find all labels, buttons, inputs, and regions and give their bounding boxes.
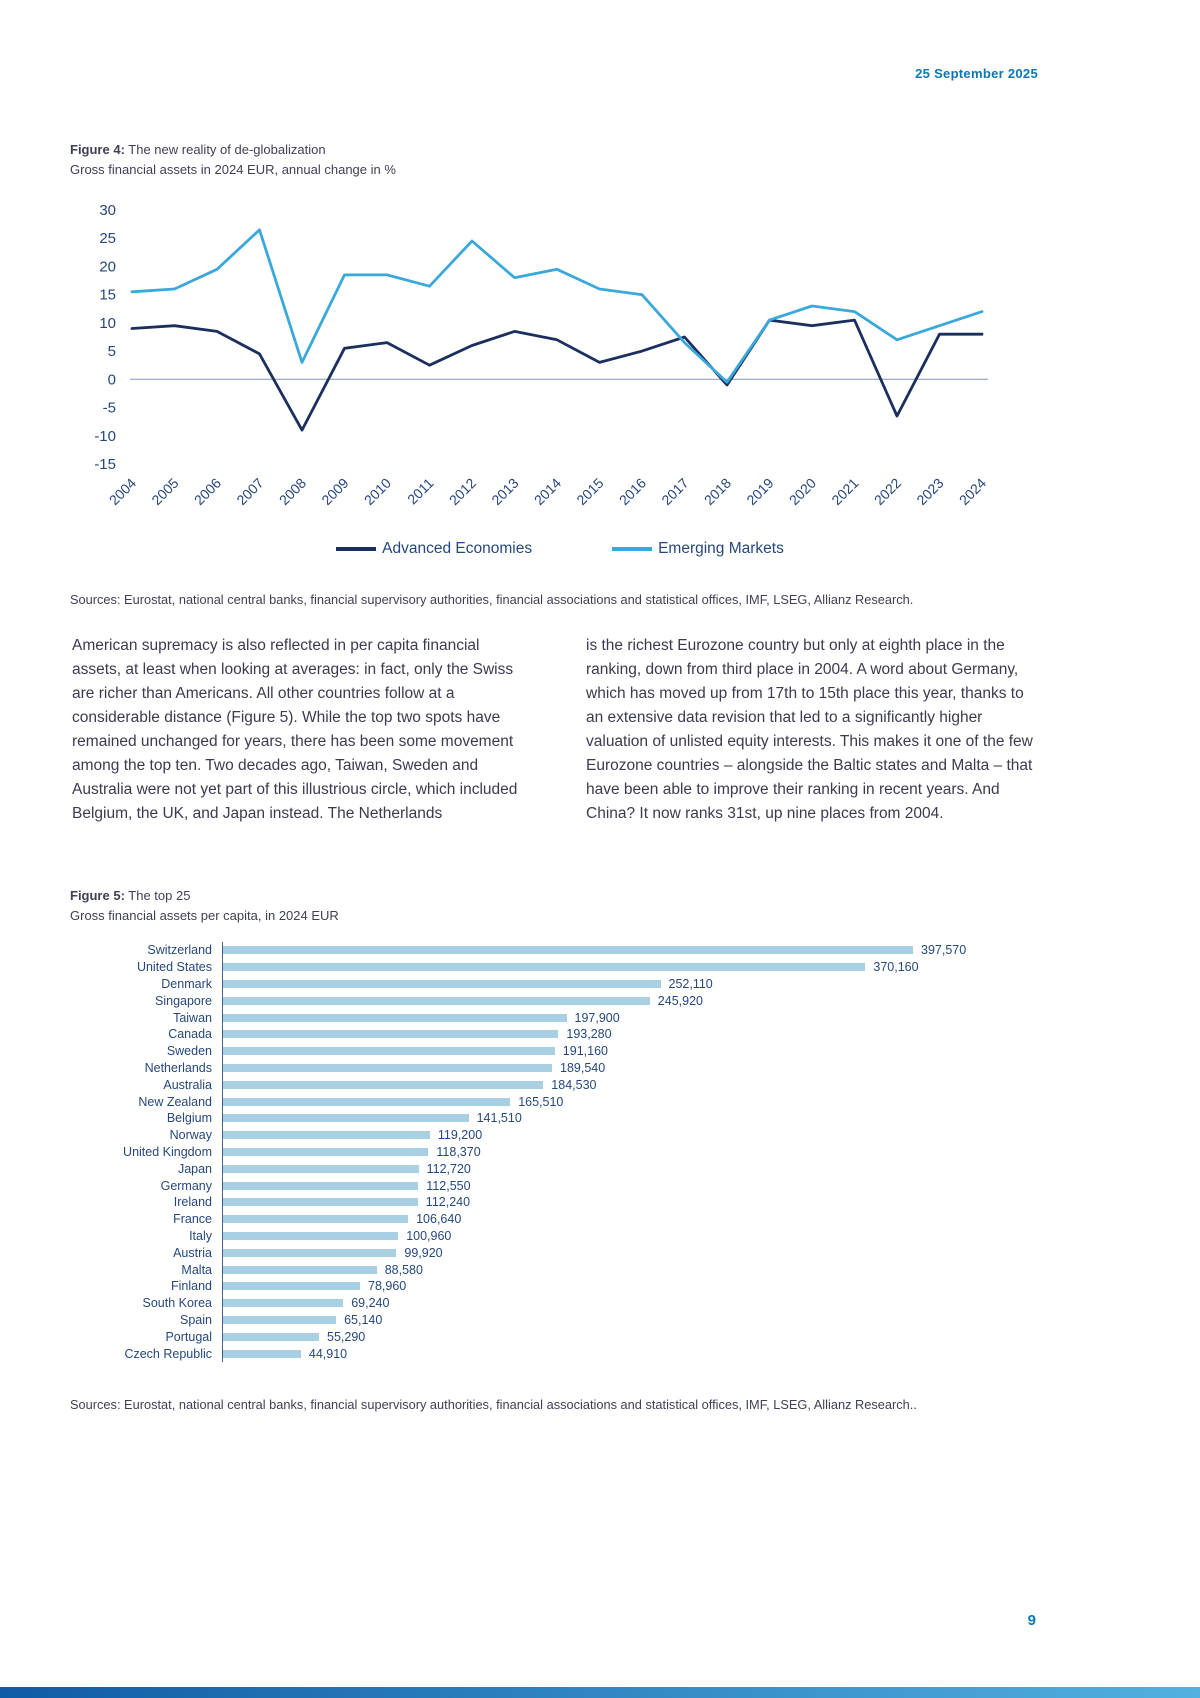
bar-row (70, 976, 1045, 993)
report-date: 25 September 2025 (915, 66, 1038, 81)
series-line (132, 320, 982, 430)
bar-row (70, 1076, 1045, 1093)
bar (223, 1098, 510, 1106)
bar-row (70, 942, 1045, 959)
bar-track (222, 1093, 1045, 1110)
x-axis-tick: 2011 (404, 474, 437, 508)
bar (223, 1316, 336, 1324)
bar-row (70, 1312, 1045, 1329)
bar-track (222, 1144, 1045, 1161)
x-axis-tick: 2022 (870, 474, 905, 509)
bar (223, 1282, 360, 1290)
bar-track (222, 1345, 1045, 1362)
bar-row (70, 1127, 1045, 1144)
line-chart-svg (70, 196, 1050, 541)
figure5-caption (70, 886, 339, 925)
bar-track (222, 976, 1045, 993)
bar-track (222, 1312, 1045, 1329)
bar (223, 980, 661, 988)
bar (223, 1249, 396, 1257)
bar-country-label: United Kingdom (123, 1144, 212, 1159)
bar-country-label: Australia (163, 1077, 212, 1092)
bar-track (222, 1026, 1045, 1043)
bar-row (70, 1211, 1045, 1228)
y-axis-tick: -10 (94, 427, 116, 445)
bar-country-label: Portugal (165, 1329, 212, 1344)
bar (223, 1215, 408, 1223)
x-axis-tick: 2007 (233, 474, 267, 509)
bar-country-label: Czech Republic (124, 1346, 212, 1361)
bar (223, 1131, 430, 1139)
legend-line-swatch (336, 547, 376, 551)
x-axis-tick: 2005 (148, 474, 182, 509)
bar-value-label: 65,140 (344, 1312, 383, 1327)
bar-value-label: 184,530 (551, 1077, 597, 1092)
bar-value-label: 397,570 (921, 943, 967, 958)
x-axis-tick: 2016 (615, 474, 650, 509)
bar-value-label: 193,280 (566, 1027, 612, 1042)
bar (223, 1081, 543, 1089)
bar (223, 997, 650, 1005)
body-text (72, 634, 1036, 826)
y-axis-tick: 20 (99, 258, 116, 276)
bar-country-label: United States (136, 960, 212, 975)
legend-item (336, 540, 532, 558)
bar-country-label: Taiwan (173, 1010, 212, 1025)
bar-track (222, 1328, 1045, 1345)
bar-row (70, 959, 1045, 976)
bar-value-label: 112,550 (426, 1178, 471, 1193)
bar-value-label: 252,110 (668, 976, 713, 991)
line-chart-figure4 (70, 196, 1050, 541)
bar-track (222, 1110, 1045, 1127)
y-axis-tick: 5 (107, 343, 116, 361)
x-axis-tick: 2020 (785, 474, 820, 509)
bar (223, 1333, 319, 1341)
bar-country-label: Spain (180, 1312, 212, 1327)
figure5-title: The top 25 (124, 888, 191, 903)
x-axis-tick: 2014 (530, 474, 565, 509)
bar-row (70, 1093, 1045, 1110)
bar-country-label: Finland (171, 1279, 212, 1294)
x-axis-tick: 2019 (743, 474, 777, 509)
bar-track (222, 942, 1045, 959)
x-axis-tick: 2010 (360, 474, 395, 509)
bar-country-label: New Zealand (138, 1094, 212, 1109)
series-line (132, 230, 982, 382)
bar (223, 1232, 398, 1240)
bar-track (222, 1060, 1045, 1077)
bar (223, 1030, 558, 1038)
figure4-caption (70, 140, 396, 179)
body-right-column: is the richest Eurozone country but only at eighth place in the ranking, down from third place in 2004. A word about Germany, which has moved up from 17th to 15th place this year, thanks to an extensive data revision that led to a significantly higher valuation of unlisted equity interests. This makes it one of the few Eurozone countries – alongside the Baltic states and Malta – that have been able to improve their ranking in recent years. And China? It now ranks 31st, up nine places from 2004. (586, 637, 1033, 823)
sources-figure4: Sources: Eurostat, national central banks, financial supervisory authorities, financial associations and statistical offices, IMF, LSEG, Allianz Research. (70, 592, 914, 607)
bar-track (222, 1244, 1045, 1261)
figure4-title-line (70, 140, 396, 160)
legend-item (612, 540, 784, 558)
page-number: 9 (1027, 1612, 1036, 1629)
footer-bar (0, 1687, 1200, 1698)
bar (223, 1165, 419, 1173)
y-axis-tick: -5 (102, 399, 116, 417)
bar-country-label: Austria (173, 1245, 212, 1260)
bar-country-label: Ireland (173, 1195, 212, 1210)
bar-country-label: Germany (160, 1178, 212, 1193)
bar (223, 1182, 418, 1190)
bar-track (222, 1261, 1045, 1278)
bar-row (70, 1244, 1045, 1261)
x-axis-tick: 2013 (488, 474, 522, 509)
bar-value-label: 165,510 (518, 1094, 564, 1109)
bar-country-label: Sweden (166, 1044, 212, 1059)
bar-country-label: Italy (189, 1228, 212, 1243)
bar-value-label: 118,370 (436, 1144, 481, 1159)
y-axis-tick: 25 (99, 230, 116, 248)
bar-row (70, 1194, 1045, 1211)
bar-row (70, 1043, 1045, 1060)
bar-row (70, 1261, 1045, 1278)
legend-label: Emerging Markets (658, 540, 784, 557)
bar-value-label: 99,920 (404, 1245, 443, 1260)
bar-track (222, 1211, 1045, 1228)
bar-row (70, 1060, 1045, 1077)
bar-track (222, 1009, 1045, 1026)
y-axis-tick: 10 (99, 314, 116, 332)
y-axis-tick: 0 (107, 371, 116, 389)
bar (223, 963, 865, 971)
y-axis-tick: 15 (99, 286, 116, 304)
bar-row (70, 1278, 1045, 1295)
bar-track (222, 959, 1045, 976)
x-axis-tick: 2024 (955, 474, 990, 509)
sources-figure5: Sources: Eurostat, national central banks, financial supervisory authorities, financial associations and statistical offices, IMF, LSEG, Allianz Research.. (70, 1397, 917, 1412)
body-left-column: American supremacy is also reflected in per capita financial assets, at least when looking at averages: in fact, only the Swiss are richer than Americans. All other countries follow at a considerable distance (Figure 5). While the top two spots have remained unchanged for years, there has been some movement among the top ten. Two decades ago, Taiwan, Sweden and Australia were not yet part of this illustrious circle, which included Belgium, the UK, and Japan instead. The Netherlands (72, 637, 518, 823)
bar-value-label: 189,540 (560, 1060, 606, 1075)
bar-country-label: Malta (181, 1262, 212, 1277)
figure5-label: Figure 5: (70, 888, 125, 903)
line-chart-legend (70, 540, 1050, 558)
bar-country-label: Netherlands (144, 1060, 212, 1075)
bar-country-label: Denmark (161, 976, 212, 991)
bar-track (222, 1043, 1045, 1060)
bar-track (222, 1127, 1045, 1144)
bar-row (70, 1295, 1045, 1312)
bar (223, 1148, 428, 1156)
bar-value-label: 106,640 (416, 1212, 462, 1227)
figure4-label: Figure 4: (70, 142, 125, 157)
bar-row (70, 1345, 1045, 1362)
bar-row (70, 1009, 1045, 1026)
figure5-title-line (70, 886, 339, 906)
bar-track (222, 1076, 1045, 1093)
bar (223, 1266, 377, 1274)
bar (223, 1014, 567, 1022)
x-axis-tick: 2012 (445, 474, 480, 509)
bar-value-label: 112,720 (426, 1161, 471, 1176)
bar-row (70, 1160, 1045, 1177)
y-axis-tick: 30 (99, 202, 116, 219)
y-axis-tick: -15 (94, 456, 116, 473)
legend-line-swatch (612, 547, 652, 551)
x-axis-tick: 2008 (275, 474, 310, 509)
bar-row (70, 1228, 1045, 1245)
bar-country-label: Norway (169, 1128, 212, 1143)
bar (223, 1064, 552, 1072)
bar-country-label: Japan (177, 1161, 212, 1176)
bar-value-label: 141,510 (476, 1111, 522, 1126)
figure4-subtitle: Gross financial assets in 2024 EUR, annual change in % (70, 161, 396, 177)
x-axis-tick: 2009 (318, 474, 352, 509)
bar-value-label: 69,240 (351, 1296, 390, 1311)
bar (223, 1114, 469, 1122)
bar-value-label: 191,160 (562, 1044, 608, 1059)
bar-row (70, 1144, 1045, 1161)
bar-country-label: Belgium (166, 1111, 212, 1126)
bar-chart-figure5 (70, 942, 1045, 1362)
bar-value-label: 78,960 (368, 1279, 407, 1294)
bar-value-label: 245,920 (657, 993, 703, 1008)
x-axis-tick: 2015 (573, 474, 607, 509)
bar-track (222, 1278, 1045, 1295)
bar-country-label: South Korea (142, 1296, 212, 1311)
bar (223, 1350, 301, 1358)
bar-value-label: 197,900 (574, 1010, 620, 1025)
bar-row (70, 1177, 1045, 1194)
bar-track (222, 1194, 1045, 1211)
bar (223, 1198, 418, 1206)
bar-row (70, 1110, 1045, 1127)
bar-value-label: 44,910 (308, 1346, 348, 1361)
bar-value-label: 55,290 (327, 1329, 366, 1344)
bar (223, 946, 913, 954)
bar-value-label: 112,240 (425, 1195, 471, 1210)
bar-country-label: Canada (168, 1027, 212, 1042)
x-axis-tick: 2021 (828, 474, 862, 509)
bar-track (222, 1177, 1045, 1194)
legend-label: Advanced Economies (382, 540, 533, 557)
bar-track (222, 1295, 1045, 1312)
figure4-title: The new reality of de-globalization (124, 142, 326, 157)
bar-value-label: 100,960 (406, 1228, 452, 1243)
bar-country-label: Switzerland (147, 943, 212, 958)
bar-value-label: 370,160 (873, 960, 919, 975)
x-axis-tick: 2023 (913, 474, 947, 509)
bar-track (222, 1160, 1045, 1177)
bar (223, 1047, 555, 1055)
bar-track (222, 1228, 1045, 1245)
bar-row (70, 1026, 1045, 1043)
x-axis-tick: 2018 (700, 474, 735, 509)
x-axis-tick: 2017 (658, 474, 692, 509)
figure5-subtitle: Gross financial assets per capita, in 2024 EUR (70, 907, 339, 923)
bar (223, 1299, 343, 1307)
bar-row (70, 992, 1045, 1009)
bar-track (222, 992, 1045, 1009)
bar-value-label: 88,580 (384, 1262, 423, 1277)
bar-country-label: Singapore (155, 993, 212, 1008)
x-axis-tick: 2004 (105, 474, 140, 509)
bar-value-label: 119,200 (437, 1128, 483, 1143)
x-axis-tick: 2006 (190, 474, 225, 509)
bar-country-label: France (173, 1212, 212, 1227)
bar-row (70, 1328, 1045, 1345)
